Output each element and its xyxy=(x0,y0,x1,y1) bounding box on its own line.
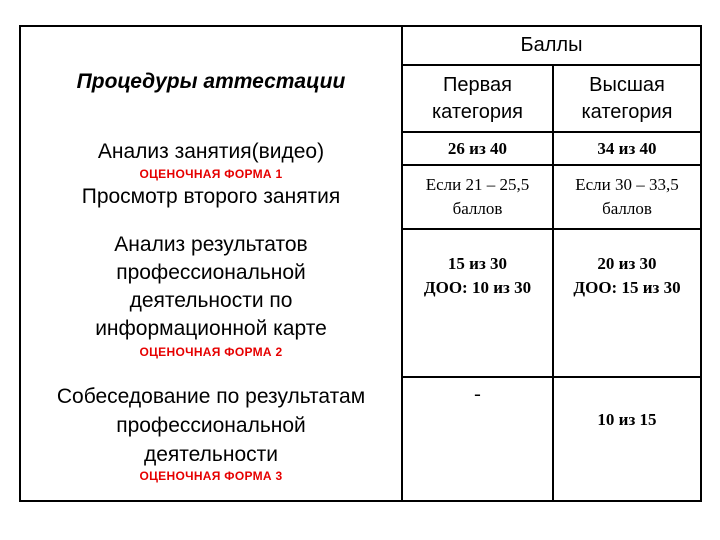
row2-highest-score: Если 30 – 33,5 баллов xyxy=(575,175,679,218)
procedure-second-lesson-review: Просмотр второго занятия xyxy=(81,184,341,208)
table-border-bottom xyxy=(19,500,702,502)
procedure-interview: Собеседование по результатам профессиональной деятельности xyxy=(56,384,366,466)
row3-highest-score: 20 из 30 ДОО: 15 из 30 xyxy=(573,254,681,297)
first-category-header: Первая категория xyxy=(431,73,524,123)
row2-first-score: Если 21 – 25,5 баллов xyxy=(425,175,530,218)
row4-first-score: - xyxy=(474,383,481,405)
evaluation-form-1-label: ОЦЕНОЧНАЯ ФОРМА 1 xyxy=(139,166,283,181)
scores-header: Баллы xyxy=(520,34,583,56)
highest-category-header: Высшая категория xyxy=(581,73,673,123)
row1-highest-score: 34 из 40 xyxy=(597,138,657,158)
row4-highest-score: 10 из 15 xyxy=(597,410,657,429)
procedures-header: Процедуры аттестации xyxy=(76,70,346,93)
table-border-left xyxy=(19,25,21,502)
row3-first-score: 15 из 30 ДОО: 10 из 30 xyxy=(423,254,532,297)
evaluation-form-2-label: ОЦЕНОЧНАЯ ФОРМА 2 xyxy=(139,344,283,359)
procedure-results-analysis: Анализ результатов профессиональной деятельности по информационной карте xyxy=(95,233,327,340)
table-border-right xyxy=(700,25,702,502)
procedure-lesson-analysis: Анализ занятия(видео) xyxy=(97,139,325,163)
row1-first-score: 26 из 40 xyxy=(447,138,508,158)
evaluation-form-3-label: ОЦЕНОЧНАЯ ФОРМА 3 xyxy=(139,468,283,483)
